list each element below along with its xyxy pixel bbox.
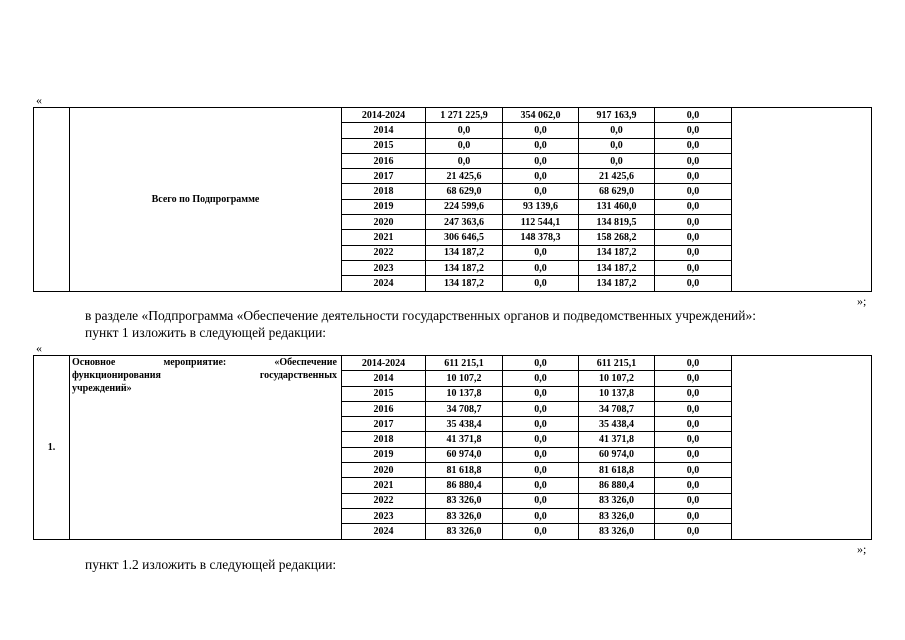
regional-cell: 86 880,4: [579, 478, 655, 493]
federal-cell: 0,0: [503, 276, 579, 291]
year-cell: 2023: [342, 508, 426, 523]
regional-cell: 35 438,4: [579, 417, 655, 432]
total-cell: 60 974,0: [426, 447, 503, 462]
year-cell: 2019: [342, 447, 426, 462]
federal-cell: 148 378,3: [503, 230, 579, 245]
regional-cell: 34 708,7: [579, 401, 655, 416]
other-cell: 0,0: [655, 260, 732, 275]
activity-name-word: функционирования: [72, 370, 161, 381]
year-cell: 2022: [342, 493, 426, 508]
total-cell: 224 599,6: [426, 199, 503, 214]
activity-name-word: «Обеспечение: [274, 357, 337, 368]
subprogram-total-table: [33, 107, 872, 292]
table-row: [34, 356, 872, 371]
other-cell: 0,0: [655, 401, 732, 416]
federal-cell: 0,0: [503, 524, 579, 539]
total-cell: 86 880,4: [426, 478, 503, 493]
row-number-cell: 1.: [34, 356, 70, 540]
year-cell: 2019: [342, 199, 426, 214]
year-cell: 2018: [342, 184, 426, 199]
total-cell: 134 187,2: [426, 245, 503, 260]
year-cell: 2021: [342, 478, 426, 493]
year-cell: 2024: [342, 276, 426, 291]
federal-cell: 0,0: [503, 260, 579, 275]
year-cell: 2022: [342, 245, 426, 260]
federal-cell: 0,0: [503, 386, 579, 401]
total-cell: 134 187,2: [426, 276, 503, 291]
federal-cell: 0,0: [503, 245, 579, 260]
total-cell: 134 187,2: [426, 260, 503, 275]
paragraph-item-1-2: пункт 1.2 изложить в следующей редакции:: [85, 557, 337, 572]
open-quote-1: «: [36, 93, 42, 107]
regional-cell: 134 187,2: [579, 260, 655, 275]
total-cell: 83 326,0: [426, 493, 503, 508]
federal-cell: 93 139,6: [503, 199, 579, 214]
paragraph-item-1: пункт 1 изложить в следующей редакции:: [85, 325, 327, 340]
other-cell: 0,0: [655, 138, 732, 153]
total-cell: 611 215,1: [426, 356, 503, 371]
total-cell: 34 708,7: [426, 401, 503, 416]
federal-cell: 0,0: [503, 493, 579, 508]
federal-cell: 0,0: [503, 447, 579, 462]
table-row: [34, 108, 872, 123]
year-cell: 2020: [342, 215, 426, 230]
federal-cell: 0,0: [503, 463, 579, 478]
close-quote-2: »;: [857, 542, 867, 556]
regional-cell: 83 326,0: [579, 493, 655, 508]
year-cell: 2016: [342, 401, 426, 416]
year-cell: 2023: [342, 260, 426, 275]
empty-column-cell: [732, 108, 872, 292]
total-cell: 21 425,6: [426, 169, 503, 184]
year-cell: 2018: [342, 432, 426, 447]
year-cell: 2020: [342, 463, 426, 478]
other-cell: 0,0: [655, 524, 732, 539]
year-cell: 2024: [342, 524, 426, 539]
year-cell: 2014-2024: [342, 108, 426, 123]
total-cell: 1 271 225,9: [426, 108, 503, 123]
paragraph-section-change: в разделе «Подпрограмма «Обеспечение деятельности государственных органов и подведомственных учреждений»:: [85, 308, 757, 323]
regional-cell: 21 425,6: [579, 169, 655, 184]
federal-cell: 0,0: [503, 401, 579, 416]
other-cell: 0,0: [655, 215, 732, 230]
activity-name-line: учреждений»: [72, 383, 132, 394]
regional-cell: 68 629,0: [579, 184, 655, 199]
activity-name-line: [72, 369, 337, 382]
federal-cell: 0,0: [503, 371, 579, 386]
year-cell: 2015: [342, 386, 426, 401]
regional-cell: 0,0: [579, 138, 655, 153]
activity-name-word: Основное: [72, 357, 116, 368]
other-cell: 0,0: [655, 447, 732, 462]
total-cell: 0,0: [426, 153, 503, 168]
total-cell: 81 618,8: [426, 463, 503, 478]
other-cell: 0,0: [655, 230, 732, 245]
other-cell: 0,0: [655, 463, 732, 478]
other-cell: 0,0: [655, 108, 732, 123]
main-activity-table: [33, 355, 872, 540]
year-cell: 2017: [342, 169, 426, 184]
other-cell: 0,0: [655, 371, 732, 386]
regional-cell: 10 137,8: [579, 386, 655, 401]
other-cell: 0,0: [655, 123, 732, 138]
federal-cell: 0,0: [503, 184, 579, 199]
other-cell: 0,0: [655, 478, 732, 493]
federal-cell: 0,0: [503, 417, 579, 432]
empty-column-cell: [732, 356, 872, 540]
federal-cell: 0,0: [503, 138, 579, 153]
total-cell: 83 326,0: [426, 508, 503, 523]
subprogram-name-cell: Всего по Подпрограмме: [70, 108, 342, 292]
regional-cell: 131 460,0: [579, 199, 655, 214]
regional-cell: 0,0: [579, 153, 655, 168]
row-number-cell: [34, 108, 70, 292]
year-cell: 2014: [342, 123, 426, 138]
regional-cell: 10 107,2: [579, 371, 655, 386]
regional-cell: 134 819,5: [579, 215, 655, 230]
total-cell: 68 629,0: [426, 184, 503, 199]
other-cell: 0,0: [655, 153, 732, 168]
other-cell: 0,0: [655, 245, 732, 260]
year-cell: 2014: [342, 371, 426, 386]
regional-cell: 81 618,8: [579, 463, 655, 478]
federal-cell: 0,0: [503, 356, 579, 371]
regional-cell: 134 187,2: [579, 276, 655, 291]
table1-body: [34, 108, 872, 292]
activity-name-word: мероприятие:: [163, 357, 227, 368]
other-cell: 0,0: [655, 386, 732, 401]
total-cell: 35 438,4: [426, 417, 503, 432]
other-cell: 0,0: [655, 493, 732, 508]
federal-cell: 0,0: [503, 432, 579, 447]
other-cell: 0,0: [655, 276, 732, 291]
total-cell: 0,0: [426, 123, 503, 138]
year-cell: 2016: [342, 153, 426, 168]
other-cell: 0,0: [655, 417, 732, 432]
federal-cell: 354 062,0: [503, 108, 579, 123]
activity-name-line: [72, 356, 337, 369]
total-cell: 10 137,8: [426, 386, 503, 401]
regional-cell: 83 326,0: [579, 524, 655, 539]
regional-cell: 917 163,9: [579, 108, 655, 123]
total-cell: 10 107,2: [426, 371, 503, 386]
other-cell: 0,0: [655, 184, 732, 199]
regional-cell: 158 268,2: [579, 230, 655, 245]
federal-cell: 0,0: [503, 508, 579, 523]
federal-cell: 112 544,1: [503, 215, 579, 230]
year-cell: 2014-2024: [342, 356, 426, 371]
table2-body: [34, 356, 872, 540]
regional-cell: 60 974,0: [579, 447, 655, 462]
total-cell: 0,0: [426, 138, 503, 153]
other-cell: 0,0: [655, 508, 732, 523]
total-cell: 306 646,5: [426, 230, 503, 245]
regional-cell: 83 326,0: [579, 508, 655, 523]
activity-name-word: государственных: [259, 370, 337, 381]
total-cell: 83 326,0: [426, 524, 503, 539]
other-cell: 0,0: [655, 432, 732, 447]
other-cell: 0,0: [655, 169, 732, 184]
regional-cell: 41 371,8: [579, 432, 655, 447]
close-quote-1: »;: [857, 294, 867, 308]
federal-cell: 0,0: [503, 478, 579, 493]
other-cell: 0,0: [655, 356, 732, 371]
year-cell: 2015: [342, 138, 426, 153]
regional-cell: 0,0: [579, 123, 655, 138]
regional-cell: 134 187,2: [579, 245, 655, 260]
federal-cell: 0,0: [503, 123, 579, 138]
total-cell: 247 363,6: [426, 215, 503, 230]
year-cell: 2017: [342, 417, 426, 432]
year-cell: 2021: [342, 230, 426, 245]
open-quote-2: «: [36, 341, 42, 355]
total-cell: 41 371,8: [426, 432, 503, 447]
other-cell: 0,0: [655, 199, 732, 214]
federal-cell: 0,0: [503, 169, 579, 184]
federal-cell: 0,0: [503, 153, 579, 168]
activity-name-cell: [70, 356, 342, 540]
regional-cell: 611 215,1: [579, 356, 655, 371]
